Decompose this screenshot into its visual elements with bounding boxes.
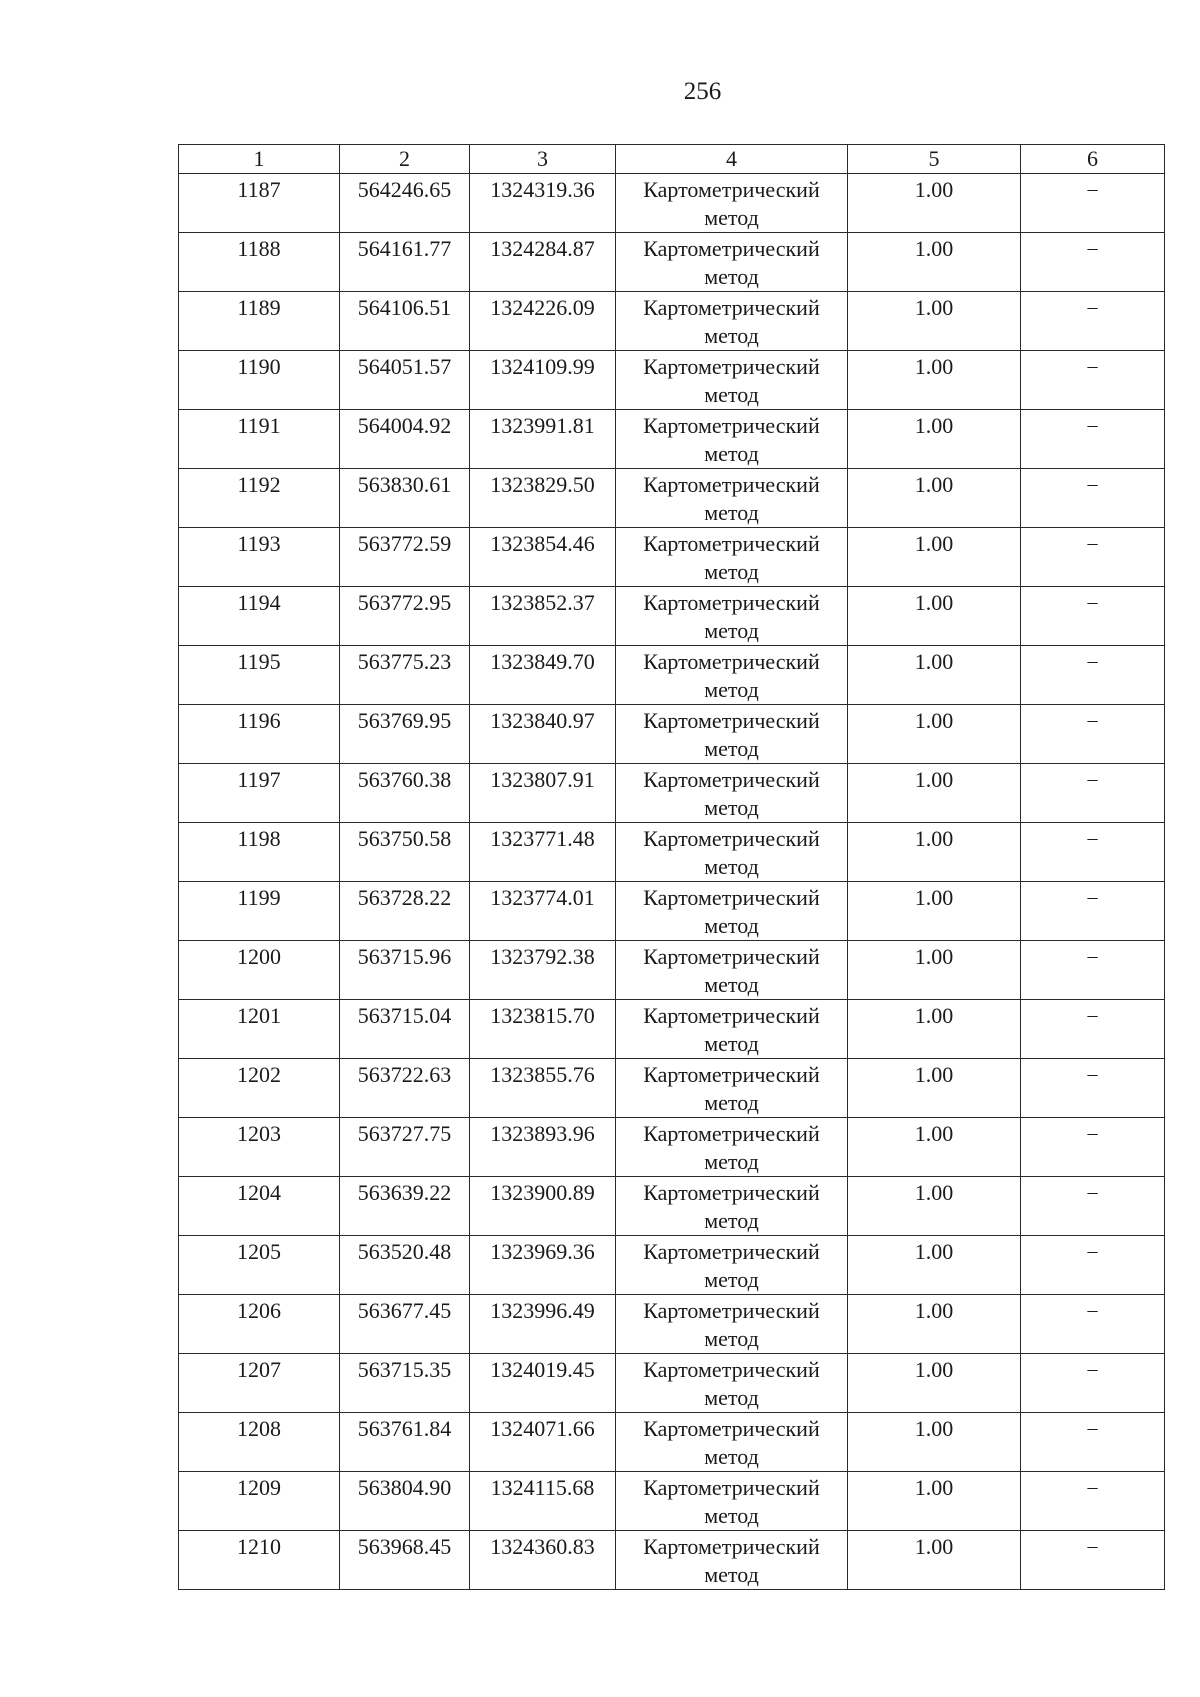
x-coordinate-cell: 563677.45 bbox=[340, 1295, 470, 1354]
point-number-cell: 1190 bbox=[179, 351, 340, 410]
table-row bbox=[179, 469, 1165, 528]
x-coordinate-cell: 563715.96 bbox=[340, 941, 470, 1000]
x-coordinate-cell: 564246.65 bbox=[340, 174, 470, 233]
note-cell: – bbox=[1021, 410, 1165, 469]
point-number-cell: 1210 bbox=[179, 1531, 340, 1590]
accuracy-cell: 1.00 bbox=[848, 764, 1021, 823]
method-cell: Картометрический метод bbox=[616, 1177, 848, 1236]
x-coordinate-cell: 563804.90 bbox=[340, 1472, 470, 1531]
x-coordinate-cell: 563772.59 bbox=[340, 528, 470, 587]
x-coordinate-cell: 563760.38 bbox=[340, 764, 470, 823]
table-row bbox=[179, 764, 1165, 823]
point-number-cell: 1197 bbox=[179, 764, 340, 823]
point-number-cell: 1194 bbox=[179, 587, 340, 646]
accuracy-cell: 1.00 bbox=[848, 410, 1021, 469]
method-cell: Картометрический метод bbox=[616, 233, 848, 292]
x-coordinate-cell: 563639.22 bbox=[340, 1177, 470, 1236]
accuracy-cell: 1.00 bbox=[848, 587, 1021, 646]
method-cell: Картометрический метод bbox=[616, 1354, 848, 1413]
point-number-cell: 1209 bbox=[179, 1472, 340, 1531]
y-coordinate-cell: 1323829.50 bbox=[470, 469, 616, 528]
table-row bbox=[179, 174, 1165, 233]
accuracy-cell: 1.00 bbox=[848, 705, 1021, 764]
note-cell: – bbox=[1021, 174, 1165, 233]
note-cell: – bbox=[1021, 1413, 1165, 1472]
x-coordinate-cell: 563968.45 bbox=[340, 1531, 470, 1590]
table-row bbox=[179, 823, 1165, 882]
page-number: 256 bbox=[683, 78, 722, 105]
x-coordinate-cell: 563830.61 bbox=[340, 469, 470, 528]
y-coordinate-cell: 1323815.70 bbox=[470, 1000, 616, 1059]
method-cell: Картометрический метод bbox=[616, 705, 848, 764]
x-coordinate-cell: 564004.92 bbox=[340, 410, 470, 469]
header-col-6: 6 bbox=[1021, 145, 1165, 174]
x-coordinate-cell: 563722.63 bbox=[340, 1059, 470, 1118]
accuracy-cell: 1.00 bbox=[848, 351, 1021, 410]
note-cell: – bbox=[1021, 705, 1165, 764]
table-row bbox=[179, 1295, 1165, 1354]
accuracy-cell: 1.00 bbox=[848, 1059, 1021, 1118]
point-number-cell: 1207 bbox=[179, 1354, 340, 1413]
y-coordinate-cell: 1324019.45 bbox=[470, 1354, 616, 1413]
method-cell: Картометрический метод bbox=[616, 1531, 848, 1590]
note-cell: – bbox=[1021, 1177, 1165, 1236]
table-row bbox=[179, 292, 1165, 351]
table-row bbox=[179, 646, 1165, 705]
method-cell: Картометрический метод bbox=[616, 941, 848, 1000]
y-coordinate-cell: 1323996.49 bbox=[470, 1295, 616, 1354]
accuracy-cell: 1.00 bbox=[848, 233, 1021, 292]
x-coordinate-cell: 563715.04 bbox=[340, 1000, 470, 1059]
accuracy-cell: 1.00 bbox=[848, 1531, 1021, 1590]
x-coordinate-cell: 563520.48 bbox=[340, 1236, 470, 1295]
method-cell: Картометрический метод bbox=[616, 1472, 848, 1531]
point-number-cell: 1205 bbox=[179, 1236, 340, 1295]
accuracy-cell: 1.00 bbox=[848, 1354, 1021, 1413]
x-coordinate-cell: 563750.58 bbox=[340, 823, 470, 882]
y-coordinate-cell: 1324360.83 bbox=[470, 1531, 616, 1590]
point-number-cell: 1200 bbox=[179, 941, 340, 1000]
table-row bbox=[179, 1354, 1165, 1413]
accuracy-cell: 1.00 bbox=[848, 1295, 1021, 1354]
y-coordinate-cell: 1323969.36 bbox=[470, 1236, 616, 1295]
point-number-cell: 1196 bbox=[179, 705, 340, 764]
y-coordinate-cell: 1324226.09 bbox=[470, 292, 616, 351]
y-coordinate-cell: 1323855.76 bbox=[470, 1059, 616, 1118]
accuracy-cell: 1.00 bbox=[848, 1177, 1021, 1236]
table-row bbox=[179, 705, 1165, 764]
table-row bbox=[179, 233, 1165, 292]
method-cell: Картометрический метод bbox=[616, 292, 848, 351]
table-row bbox=[179, 1531, 1165, 1590]
accuracy-cell: 1.00 bbox=[848, 292, 1021, 351]
point-number-cell: 1204 bbox=[179, 1177, 340, 1236]
accuracy-cell: 1.00 bbox=[848, 823, 1021, 882]
note-cell: – bbox=[1021, 882, 1165, 941]
note-cell: – bbox=[1021, 528, 1165, 587]
note-cell: – bbox=[1021, 823, 1165, 882]
point-number-cell: 1192 bbox=[179, 469, 340, 528]
note-cell: – bbox=[1021, 469, 1165, 528]
x-coordinate-cell: 563761.84 bbox=[340, 1413, 470, 1472]
accuracy-cell: 1.00 bbox=[848, 1413, 1021, 1472]
x-coordinate-cell: 564161.77 bbox=[340, 233, 470, 292]
x-coordinate-cell: 563775.23 bbox=[340, 646, 470, 705]
point-number-cell: 1199 bbox=[179, 882, 340, 941]
note-cell: – bbox=[1021, 764, 1165, 823]
note-cell: – bbox=[1021, 1118, 1165, 1177]
table-row bbox=[179, 1413, 1165, 1472]
y-coordinate-cell: 1323852.37 bbox=[470, 587, 616, 646]
y-coordinate-cell: 1323807.91 bbox=[470, 764, 616, 823]
method-cell: Картометрический метод bbox=[616, 174, 848, 233]
accuracy-cell: 1.00 bbox=[848, 528, 1021, 587]
table-row bbox=[179, 528, 1165, 587]
note-cell: – bbox=[1021, 292, 1165, 351]
table-row bbox=[179, 1177, 1165, 1236]
note-cell: – bbox=[1021, 646, 1165, 705]
x-coordinate-cell: 564106.51 bbox=[340, 292, 470, 351]
y-coordinate-cell: 1324071.66 bbox=[470, 1413, 616, 1472]
header-col-4: 4 bbox=[616, 145, 848, 174]
note-cell: – bbox=[1021, 1354, 1165, 1413]
table-row bbox=[179, 882, 1165, 941]
y-coordinate-cell: 1323849.70 bbox=[470, 646, 616, 705]
method-cell: Картометрический метод bbox=[616, 1000, 848, 1059]
y-coordinate-cell: 1324319.36 bbox=[470, 174, 616, 233]
y-coordinate-cell: 1323900.89 bbox=[470, 1177, 616, 1236]
header-col-2: 2 bbox=[340, 145, 470, 174]
x-coordinate-cell: 563715.35 bbox=[340, 1354, 470, 1413]
y-coordinate-cell: 1323771.48 bbox=[470, 823, 616, 882]
y-coordinate-cell: 1324109.99 bbox=[470, 351, 616, 410]
table-row bbox=[179, 351, 1165, 410]
table-row bbox=[179, 941, 1165, 1000]
y-coordinate-cell: 1323893.96 bbox=[470, 1118, 616, 1177]
method-cell: Картометрический метод bbox=[616, 469, 848, 528]
x-coordinate-cell: 563772.95 bbox=[340, 587, 470, 646]
method-cell: Картометрический метод bbox=[616, 764, 848, 823]
method-cell: Картометрический метод bbox=[616, 1059, 848, 1118]
y-coordinate-cell: 1324115.68 bbox=[470, 1472, 616, 1531]
table-row bbox=[179, 1236, 1165, 1295]
point-number-cell: 1202 bbox=[179, 1059, 340, 1118]
method-cell: Картометрический метод bbox=[616, 823, 848, 882]
table-row bbox=[179, 587, 1165, 646]
table-body bbox=[179, 174, 1165, 1590]
point-number-cell: 1191 bbox=[179, 410, 340, 469]
table-header-row bbox=[179, 145, 1165, 174]
point-number-cell: 1189 bbox=[179, 292, 340, 351]
method-cell: Картометрический метод bbox=[616, 351, 848, 410]
header-col-3: 3 bbox=[470, 145, 616, 174]
note-cell: – bbox=[1021, 1472, 1165, 1531]
method-cell: Картометрический метод bbox=[616, 1236, 848, 1295]
x-coordinate-cell: 563727.75 bbox=[340, 1118, 470, 1177]
note-cell: – bbox=[1021, 1000, 1165, 1059]
table-row bbox=[179, 1059, 1165, 1118]
method-cell: Картометрический метод bbox=[616, 1413, 848, 1472]
point-number-cell: 1187 bbox=[179, 174, 340, 233]
x-coordinate-cell: 563728.22 bbox=[340, 882, 470, 941]
y-coordinate-cell: 1324284.87 bbox=[470, 233, 616, 292]
note-cell: – bbox=[1021, 1531, 1165, 1590]
point-number-cell: 1198 bbox=[179, 823, 340, 882]
table-row bbox=[179, 1472, 1165, 1531]
note-cell: – bbox=[1021, 1059, 1165, 1118]
header-col-1: 1 bbox=[179, 145, 340, 174]
note-cell: – bbox=[1021, 351, 1165, 410]
point-number-cell: 1208 bbox=[179, 1413, 340, 1472]
coordinates-table bbox=[178, 144, 1165, 1590]
note-cell: – bbox=[1021, 941, 1165, 1000]
method-cell: Картометрический метод bbox=[616, 1118, 848, 1177]
x-coordinate-cell: 563769.95 bbox=[340, 705, 470, 764]
accuracy-cell: 1.00 bbox=[848, 469, 1021, 528]
method-cell: Картометрический метод bbox=[616, 1295, 848, 1354]
y-coordinate-cell: 1323774.01 bbox=[470, 882, 616, 941]
point-number-cell: 1193 bbox=[179, 528, 340, 587]
y-coordinate-cell: 1323840.97 bbox=[470, 705, 616, 764]
accuracy-cell: 1.00 bbox=[848, 1118, 1021, 1177]
table-row bbox=[179, 1000, 1165, 1059]
accuracy-cell: 1.00 bbox=[848, 1000, 1021, 1059]
point-number-cell: 1206 bbox=[179, 1295, 340, 1354]
method-cell: Картометрический метод bbox=[616, 646, 848, 705]
note-cell: – bbox=[1021, 233, 1165, 292]
accuracy-cell: 1.00 bbox=[848, 174, 1021, 233]
note-cell: – bbox=[1021, 1295, 1165, 1354]
point-number-cell: 1203 bbox=[179, 1118, 340, 1177]
y-coordinate-cell: 1323854.46 bbox=[470, 528, 616, 587]
note-cell: – bbox=[1021, 587, 1165, 646]
method-cell: Картометрический метод bbox=[616, 410, 848, 469]
accuracy-cell: 1.00 bbox=[848, 1472, 1021, 1531]
table-row bbox=[179, 1118, 1165, 1177]
header-col-5: 5 bbox=[848, 145, 1021, 174]
point-number-cell: 1201 bbox=[179, 1000, 340, 1059]
accuracy-cell: 1.00 bbox=[848, 941, 1021, 1000]
y-coordinate-cell: 1323792.38 bbox=[470, 941, 616, 1000]
point-number-cell: 1188 bbox=[179, 233, 340, 292]
accuracy-cell: 1.00 bbox=[848, 1236, 1021, 1295]
method-cell: Картометрический метод bbox=[616, 882, 848, 941]
table-row bbox=[179, 410, 1165, 469]
accuracy-cell: 1.00 bbox=[848, 646, 1021, 705]
note-cell: – bbox=[1021, 1236, 1165, 1295]
y-coordinate-cell: 1323991.81 bbox=[470, 410, 616, 469]
x-coordinate-cell: 564051.57 bbox=[340, 351, 470, 410]
point-number-cell: 1195 bbox=[179, 646, 340, 705]
accuracy-cell: 1.00 bbox=[848, 882, 1021, 941]
method-cell: Картометрический метод bbox=[616, 528, 848, 587]
method-cell: Картометрический метод bbox=[616, 587, 848, 646]
